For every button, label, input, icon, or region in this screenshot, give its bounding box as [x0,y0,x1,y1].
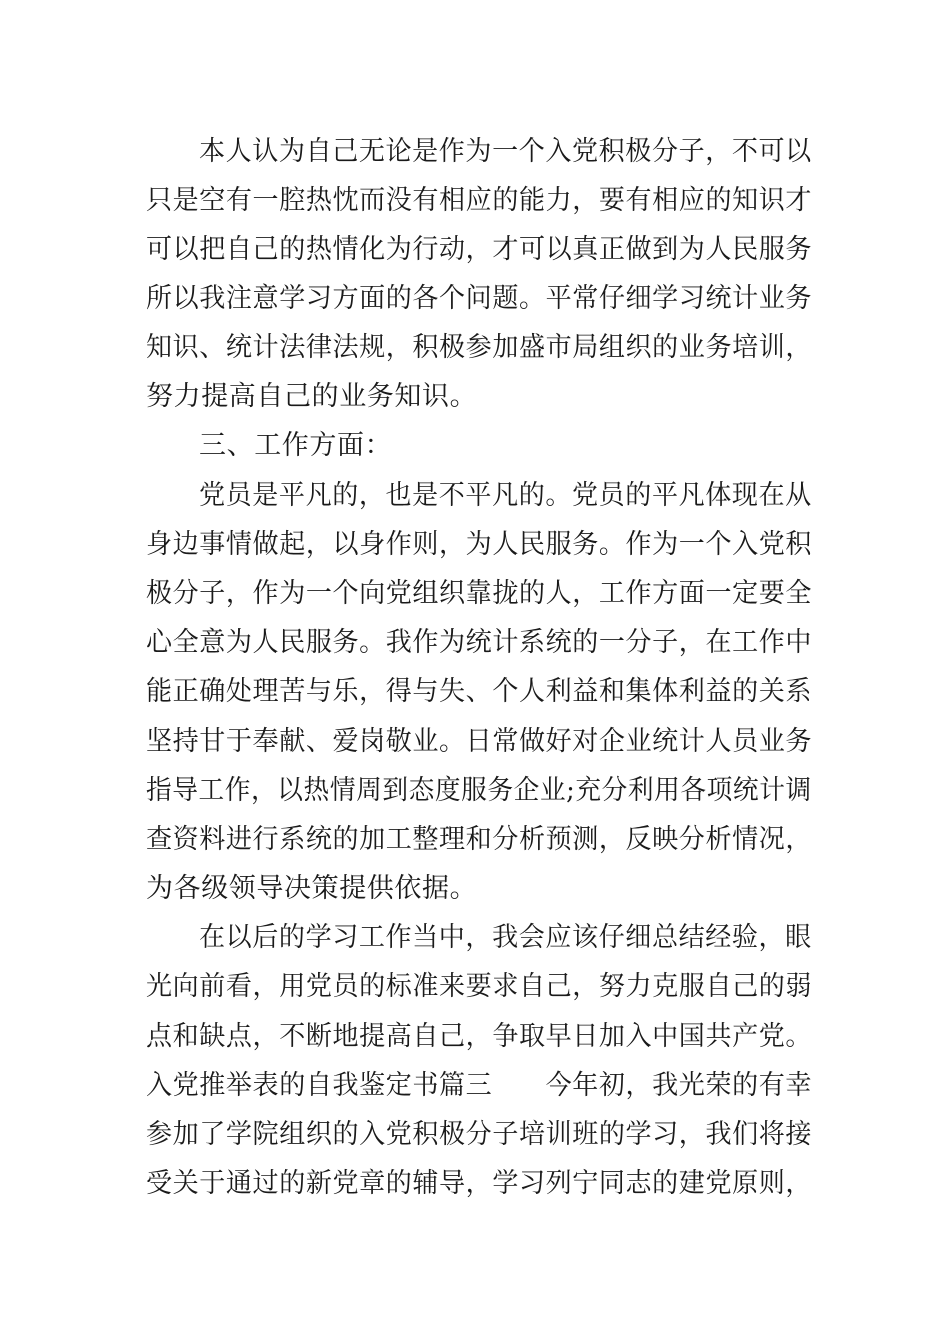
text-line: 在以后的学习工作当中，我会应该仔细总结经验，眼 [199,922,812,953]
text-line: 入党推举表的自我鉴定书篇三 今年初，我光荣的有幸 [146,1070,812,1101]
text-line: 受关于通过的新党章的辅导，学习列宁同志的建党原则， [146,1168,812,1199]
text-line: 能正确处理苦与乐，得与失、个人利益和集体利益的关系 [146,676,812,707]
text-line: 知识、统计法律法规，积极参加盛市局组织的业务培训， [146,332,812,363]
text-line: 本人认为自己无论是作为一个入党积极分子，不可以 [199,136,812,167]
text-line: 党员是平凡的，也是不平凡的。党员的平凡体现在从 [199,480,812,511]
text-line: 指导工作，以热情周到态度服务企业;充分利用各项统计调 [146,775,812,806]
text-line: 极分子，作为一个向党组织靠拢的人，工作方面一定要全 [146,578,812,609]
text-line: 身边事情做起，以身作则，为人民服务。作为一个入党积 [146,529,812,560]
text-line: 为各级领导决策提供依据。 [146,873,478,904]
text-line: 坚持甘于奉献、爱岗敬业。日常做好对企业统计人员业务 [146,726,812,757]
text-line: 点和缺点，不断地提高自己，争取早日加入中国共产党。 [146,1021,812,1052]
text-line: 参加了学院组织的入党积极分子培训班的学习，我们将接 [146,1119,812,1150]
text-line: 光向前看，用党员的标准来要求自己，努力克服自己的弱 [146,971,812,1002]
text-line: 只是空有一腔热忱而没有相应的能力，要有相应的知识才 [146,185,812,216]
text-line: 努力提高自己的业务知识。 [146,381,478,412]
text-line: 可以把自己的热情化为行动，才可以真正做到为人民服务 [146,234,812,265]
text-line: 查资料进行系统的加工整理和分析预测，反映分析情况， [146,824,812,855]
text-line: 心全意为人民服务。我作为统计系统的一分子，在工作中 [146,627,812,658]
section-heading: 三、工作方面： [199,430,393,461]
text-line: 所以我注意学习方面的各个问题。平常仔细学习统计业务 [146,283,812,314]
